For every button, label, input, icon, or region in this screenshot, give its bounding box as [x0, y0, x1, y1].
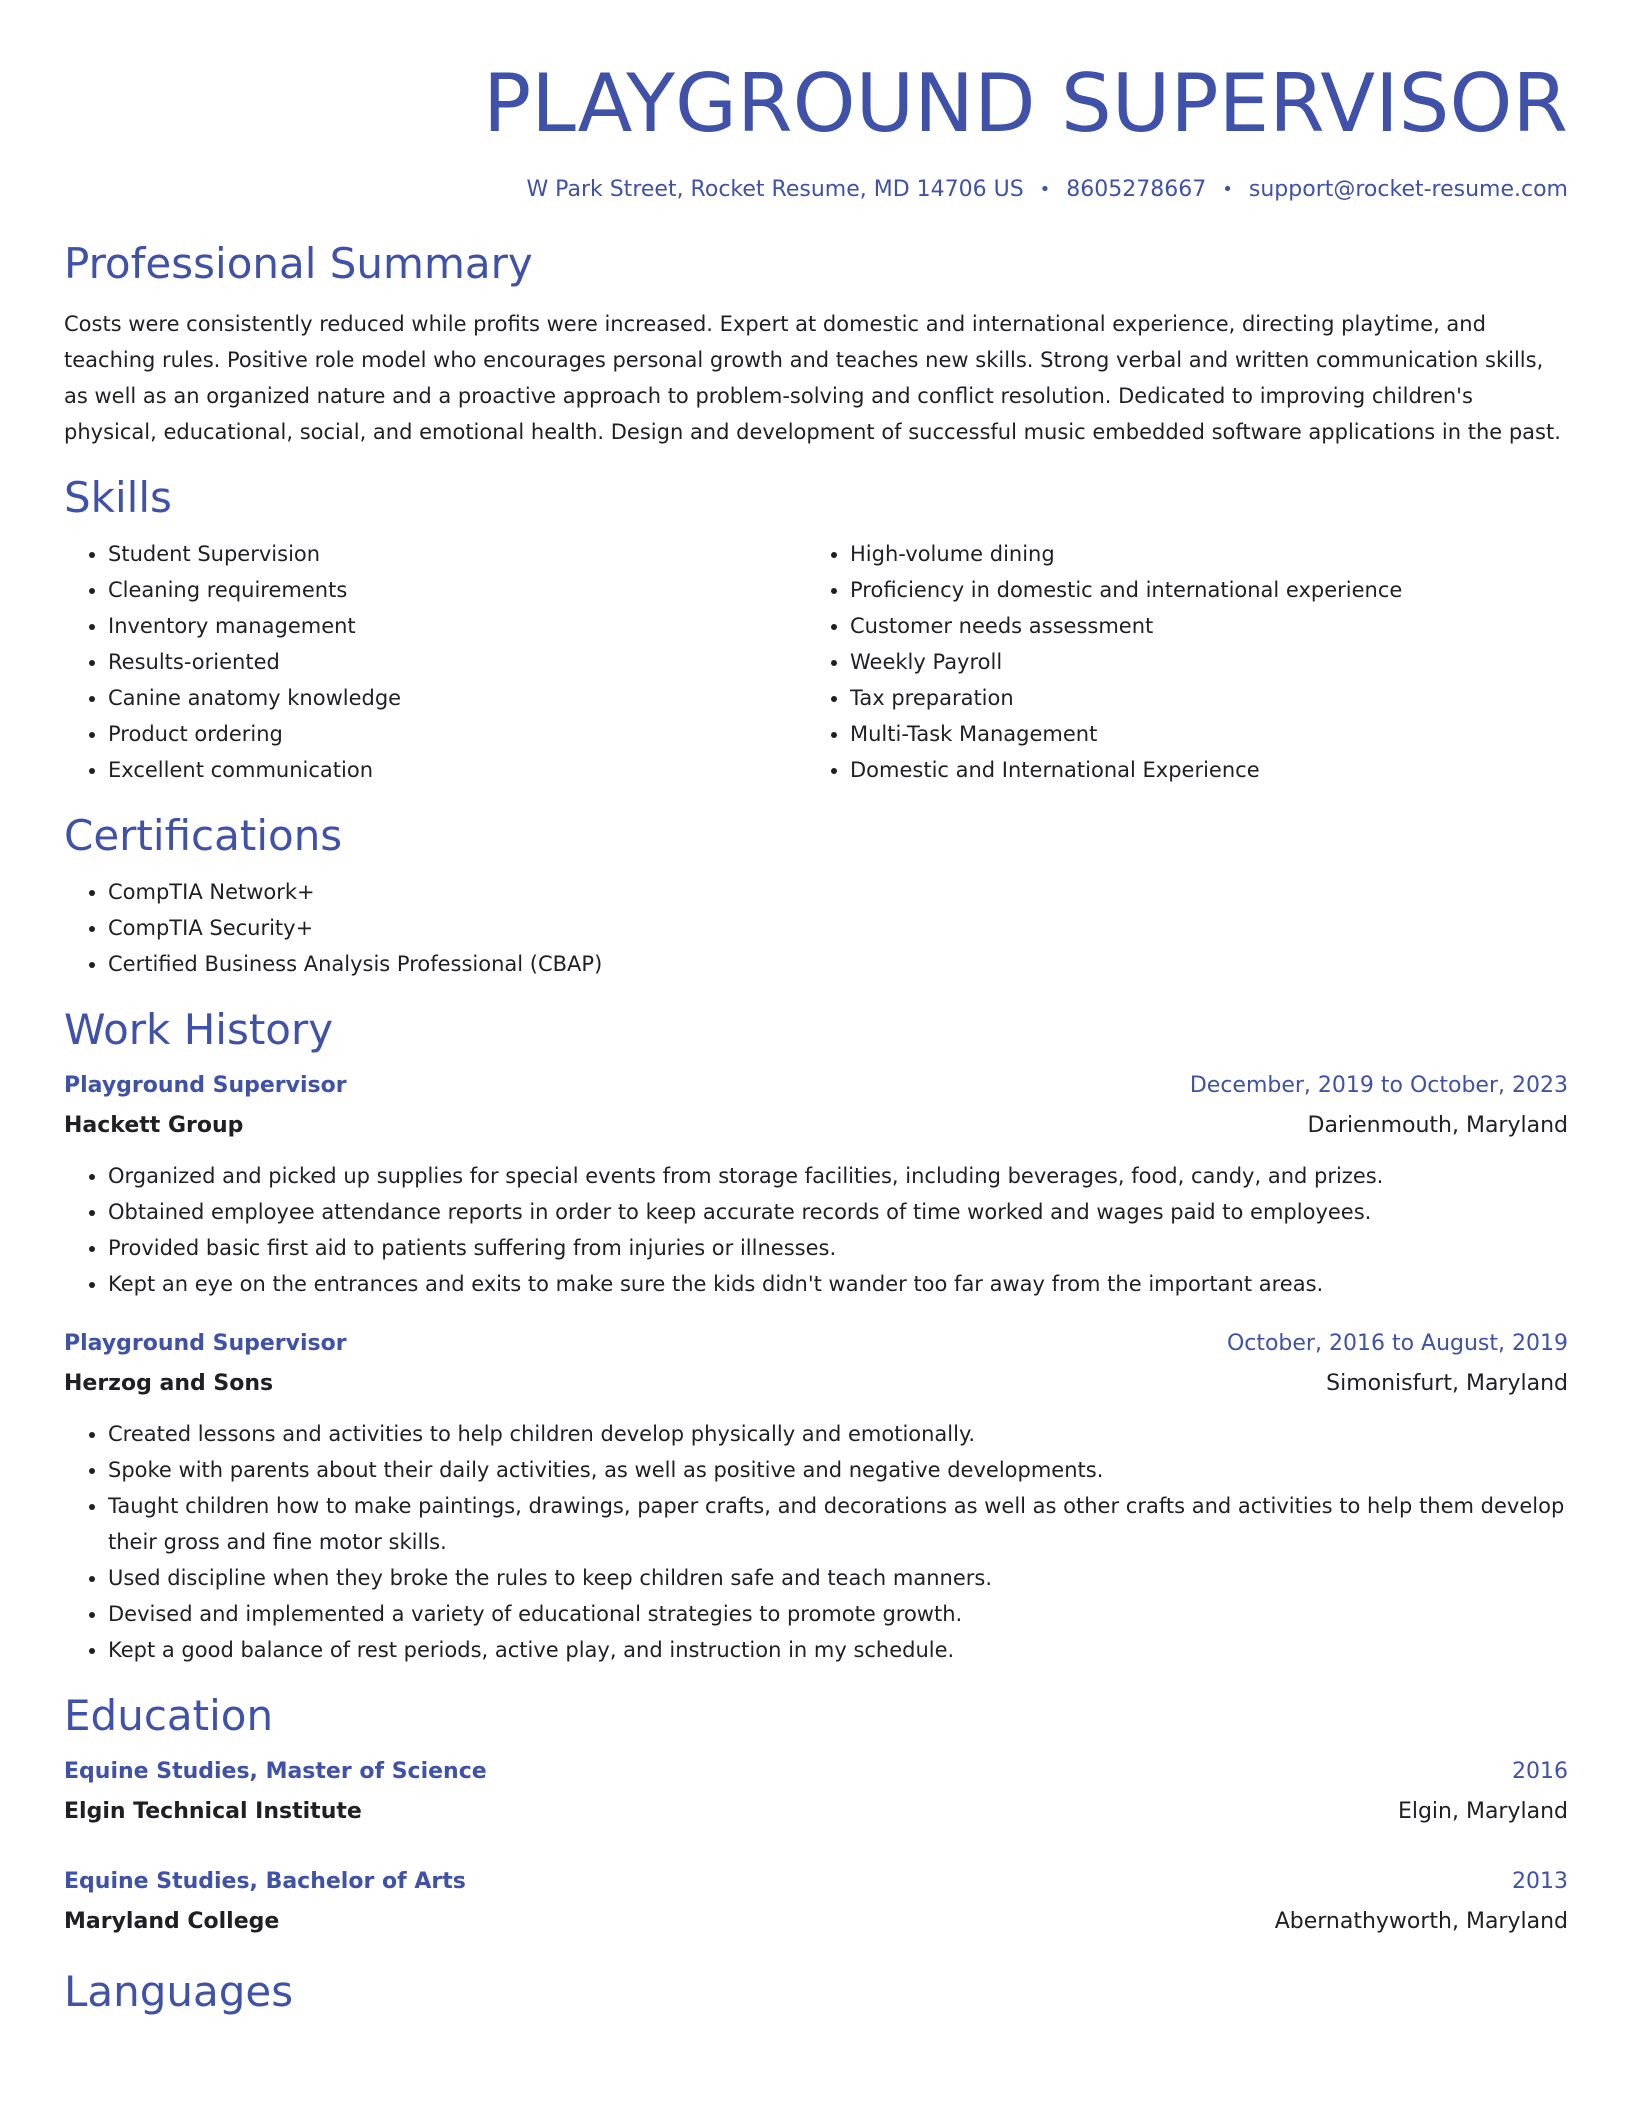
education-school: Elgin Technical Institute	[64, 1799, 362, 1824]
skill-item: • Domestic and International Experience	[850, 752, 1548, 788]
skill-item: • High-volume dining	[850, 536, 1548, 572]
certifications-list	[64, 874, 1568, 982]
job-duty-item: • Provided basic first aid to patients suffering from injuries or illnesses.	[108, 1230, 1568, 1266]
job-subheader	[64, 1364, 1568, 1404]
certifications-section	[64, 808, 1568, 982]
job-location: Darienmouth, Maryland	[1307, 1113, 1568, 1138]
job-entry	[64, 1066, 1568, 1302]
job-dates: October, 2016 to August, 2019	[1226, 1331, 1568, 1356]
education-entry	[64, 1752, 1568, 1832]
job-company: Hackett Group	[64, 1113, 244, 1138]
job-duty-item: • Spoke with parents about their daily activities, as well as positive and negative developments.	[108, 1452, 1568, 1488]
contact-line	[64, 174, 1568, 206]
contact-separator: •	[1222, 179, 1233, 200]
education-location: Elgin, Maryland	[1397, 1799, 1568, 1824]
job-title: Playground Supervisor	[64, 1073, 347, 1098]
skills-column-right	[806, 536, 1548, 788]
job-title: Playground Supervisor	[64, 1331, 347, 1356]
certification-item: • CompTIA Network+	[108, 874, 1568, 910]
job-dates: December, 2019 to October, 2023	[1189, 1073, 1568, 1098]
skill-item: • Weekly Payroll	[850, 644, 1548, 680]
job-duty-item: • Devised and implemented a variety of educational strategies to promote growth.	[108, 1596, 1568, 1632]
section-title-certifications: Certifications	[64, 811, 343, 860]
section-title-skills: Skills	[64, 473, 172, 522]
skill-item: • Student Supervision	[108, 536, 806, 572]
job-company: Herzog and Sons	[64, 1371, 274, 1396]
education-year: 2016	[1512, 1759, 1568, 1784]
job-header	[64, 1324, 1568, 1364]
languages-section	[64, 1964, 1568, 2020]
section-title-education: Education	[64, 1691, 274, 1740]
job-duty-item: • Obtained employee attendance reports in order to keep accurate records of time worked and wages paid to employees.	[108, 1194, 1568, 1230]
education-entry	[64, 1862, 1568, 1942]
job-duty-item: • Taught children how to make paintings, drawings, paper crafts, and decorations as well as other crafts and activities to help them develop their gross and fine motor skills.	[108, 1488, 1568, 1560]
contact-phone[interactable]: 8605278667	[1066, 177, 1207, 202]
education-degree: Equine Studies, Bachelor of Arts	[64, 1869, 466, 1894]
job-duties-list	[64, 1158, 1568, 1302]
education-school: Maryland College	[64, 1909, 280, 1934]
job-duties-list	[64, 1416, 1568, 1668]
certification-item: • Certified Business Analysis Professional (CBAP)	[108, 946, 1568, 982]
contact-email[interactable]: support@rocket-resume.com	[1248, 177, 1568, 202]
skill-item: • Excellent communication	[108, 752, 806, 788]
education-subheader	[64, 1902, 1568, 1942]
skill-item: • Product ordering	[108, 716, 806, 752]
section-title-languages: Languages	[64, 1967, 294, 2016]
job-header	[64, 1066, 1568, 1106]
skill-item: • Multi-Task Management	[850, 716, 1548, 752]
job-duty-item: • Used discipline when they broke the rules to keep children safe and teach manners.	[108, 1560, 1568, 1596]
skill-item: • Inventory management	[108, 608, 806, 644]
job-location: Simonisfurt, Maryland	[1326, 1371, 1568, 1396]
education-degree: Equine Studies, Master of Science	[64, 1759, 487, 1784]
job-duty-item: • Organized and picked up supplies for special events from storage facilities, including beverages, food, candy, and prizes.	[108, 1158, 1568, 1194]
skill-item: • Tax preparation	[850, 680, 1548, 716]
skill-item: • Canine anatomy knowledge	[108, 680, 806, 716]
section-title-work-history: Work History	[64, 1005, 334, 1054]
contact-separator: •	[1039, 179, 1051, 200]
job-duty-item: • Created lessons and activities to help children develop physically and emotionally.	[108, 1416, 1568, 1452]
summary-text: Costs were consistently reduced while profits were increased. Expert at domestic and international experience, directing playtime, and teaching rules. Positive role model who encourages personal growth and teaches new skills. Strong verbal and written communication skills, as well as an organized nature and a proactive approach to problem-solving and conflict resolution. Dedicated to improving children's physical, educational, social, and emotional health. Design and development of successful music embedded software applications in the past.	[64, 312, 1561, 444]
job-entry	[64, 1324, 1568, 1668]
job-subheader	[64, 1106, 1568, 1146]
skill-item: • Customer needs assessment	[850, 608, 1548, 644]
applicant-title: PLAYGROUND SUPERVISOR	[483, 57, 1568, 150]
job-duty-item: • Kept an eye on the entrances and exits to make sure the kids didn't wander too far away from the important areas.	[108, 1266, 1568, 1302]
education-section	[64, 1688, 1568, 1942]
work-history-section	[64, 1002, 1568, 1668]
skills-list-left	[64, 536, 806, 788]
skill-item: • Proficiency in domestic and international experience	[850, 572, 1548, 608]
contact-address: W Park Street, Rocket Resume, MD 14706 US	[526, 177, 1024, 202]
summary-section	[64, 236, 1568, 450]
skills-section	[64, 470, 1568, 788]
skill-item: • Cleaning requirements	[108, 572, 806, 608]
skills-column-left	[64, 536, 806, 788]
education-location: Abernathyworth, Maryland	[1274, 1909, 1568, 1934]
education-header	[64, 1862, 1568, 1902]
education-year: 2013	[1512, 1869, 1568, 1894]
certification-item: • CompTIA Security+	[108, 910, 1568, 946]
skills-grid	[64, 536, 1568, 788]
skills-list-right	[806, 536, 1548, 788]
job-duty-item: • Kept a good balance of rest periods, active play, and instruction in my schedule.	[108, 1632, 1568, 1668]
education-header	[64, 1752, 1568, 1792]
skill-item: • Results-oriented	[108, 644, 806, 680]
education-subheader	[64, 1792, 1568, 1832]
section-title-summary: Professional Summary	[64, 239, 533, 288]
resume-header	[64, 54, 1568, 206]
